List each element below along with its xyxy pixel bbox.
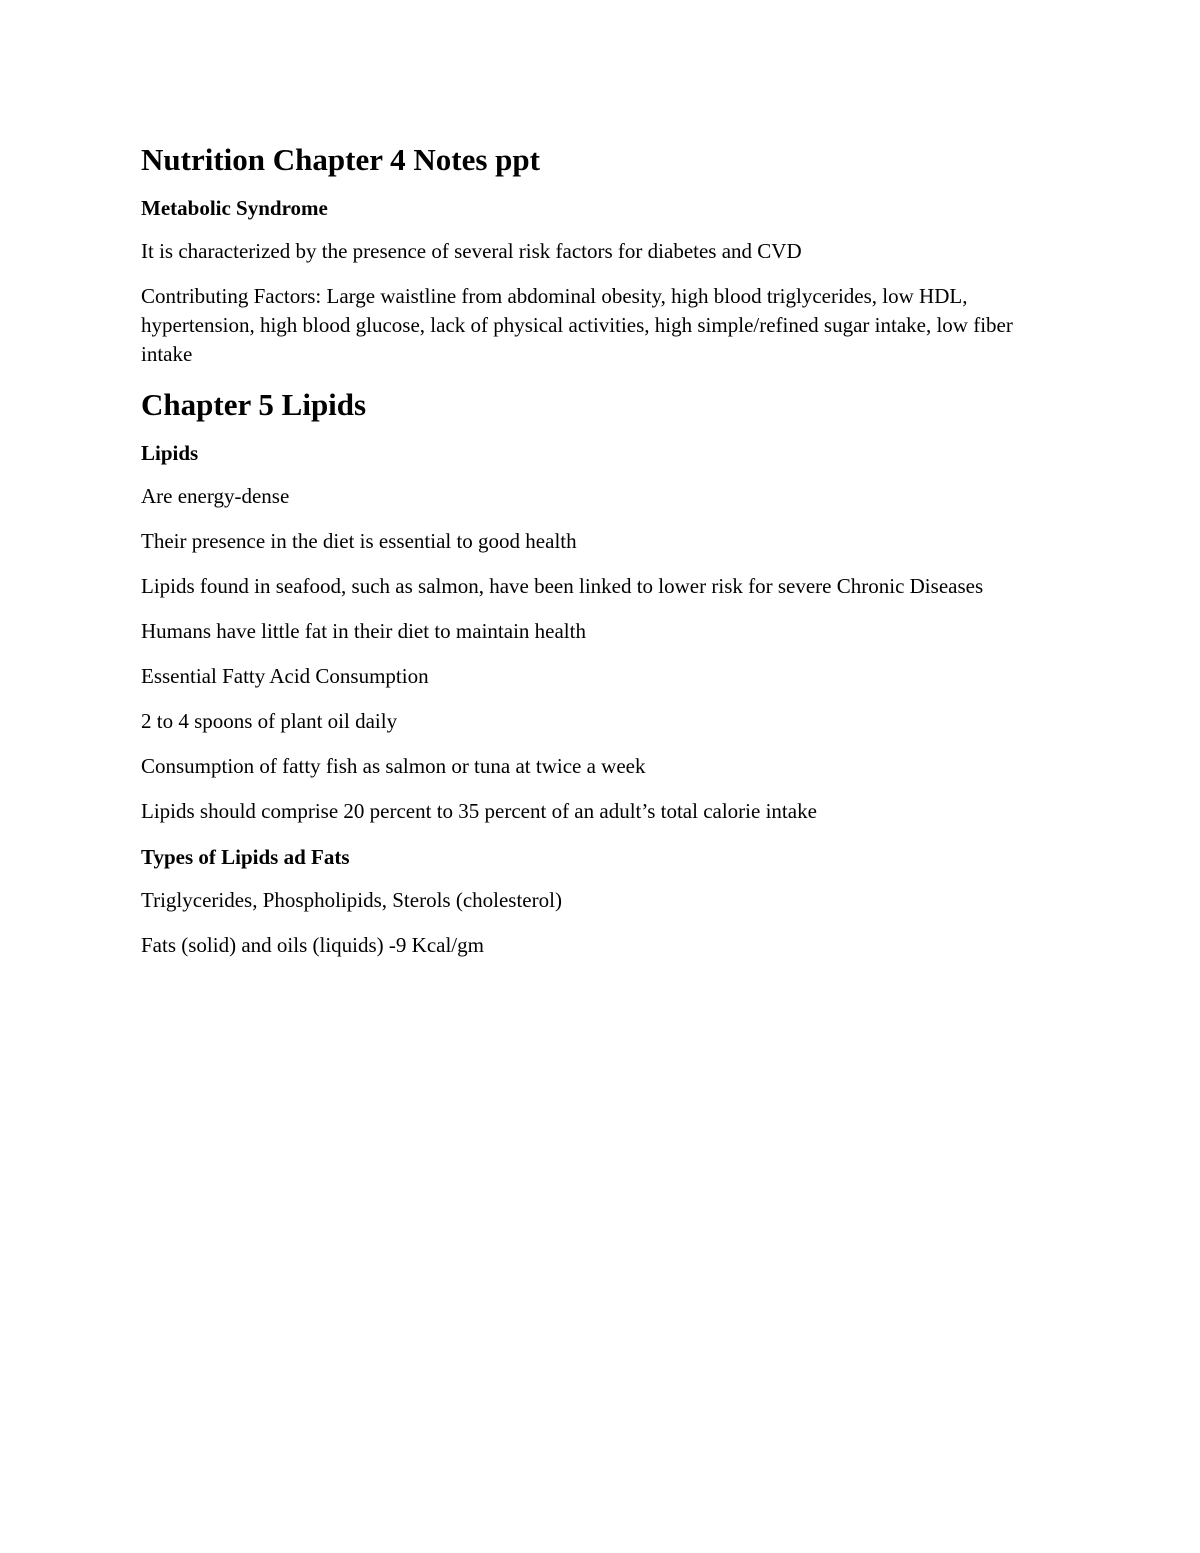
paragraph: It is characterized by the presence of several risk factors for diabetes and CVD (141, 239, 802, 263)
section-heading-lipids: Lipids (141, 441, 199, 465)
paragraph: Their presence in the diet is essential to good health (141, 529, 577, 553)
paragraph: Lipids should comprise 20 percent to 35 percent of an adult’s total calorie intake (141, 799, 817, 823)
document-title: Nutrition Chapter 4 Notes ppt (141, 142, 540, 177)
section-heading-metabolic-syndrome: Metabolic Syndrome (141, 196, 328, 220)
paragraph: Lipids found in seafood, such as salmon, have been linked to lower risk for severe Chronic Diseases (141, 574, 984, 598)
paragraph: Fats (solid) and oils (liquids) -9 Kcal/gm (141, 933, 484, 957)
section-heading-types-of-lipids: Types of Lipids ad Fats (141, 845, 350, 869)
paragraph: Contributing Factors: Large waistline from abdominal obesity, high blood triglycerides, low HDL, hypertension, high blood glucose, lack of physical activities, high simple/refined sugar intake, low fiber intake (141, 284, 1013, 366)
paragraph: Triglycerides, Phospholipids, Sterols (cholesterol) (141, 888, 562, 912)
paragraph: Consumption of fatty fish as salmon or tuna at twice a week (141, 754, 646, 778)
chapter-title-lipids: Chapter 5 Lipids (141, 387, 367, 422)
paragraph: Essential Fatty Acid Consumption (141, 664, 429, 688)
paragraph: Are energy-dense (141, 484, 290, 508)
document-content (141, 140, 1041, 976)
paragraph: Humans have little fat in their diet to maintain health (141, 619, 586, 643)
paragraph: 2 to 4 spoons of plant oil daily (141, 709, 398, 733)
